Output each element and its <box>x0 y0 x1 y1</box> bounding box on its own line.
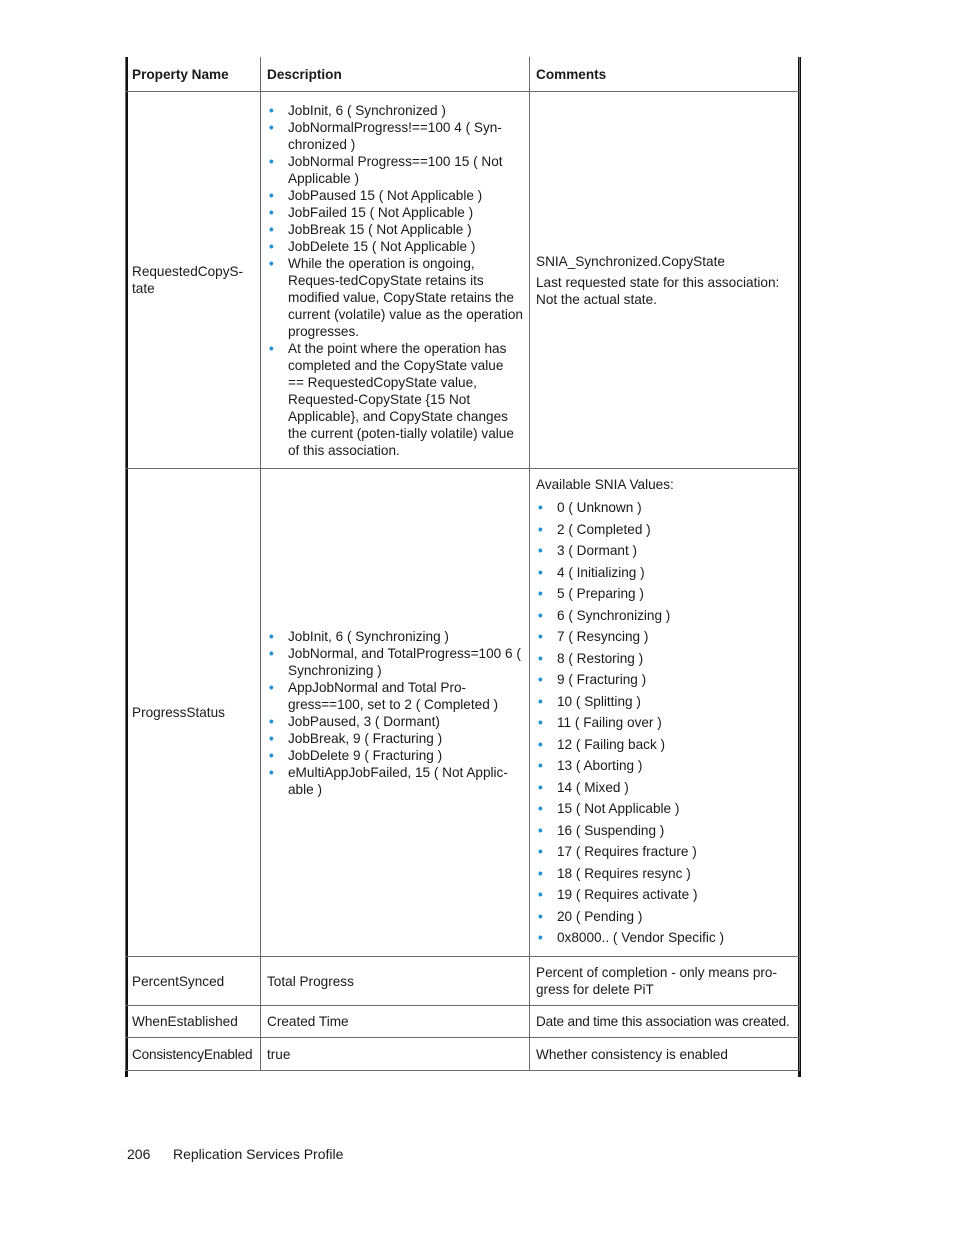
comments-cell <box>530 1006 800 1038</box>
bullet-icon: • <box>538 693 543 709</box>
section-title: Replication Services Profile <box>173 1146 344 1162</box>
list-item: • 16 ( Suspending ) <box>536 820 793 842</box>
list-item: • 9 ( Fracturing ) <box>536 669 793 691</box>
table-row-percent-synced <box>126 957 800 1006</box>
list-item: • 12 ( Failing back ) <box>536 734 793 756</box>
description-text: Total Progress <box>267 973 354 989</box>
bullet-icon: • <box>538 521 543 537</box>
description-text: true <box>267 1046 291 1062</box>
list-item: • 13 ( Aborting ) <box>536 755 793 777</box>
bullet-icon: • <box>269 645 274 661</box>
list-item: • 7 ( Resyncing ) <box>536 626 793 648</box>
bullet-icon: • <box>538 564 543 580</box>
bullet-icon: • <box>538 629 543 645</box>
bullet-icon: • <box>269 204 274 220</box>
list-item: • JobNormal Progress==100 15 ( Not Applicable ) <box>269 153 503 186</box>
bullet-icon: • <box>269 255 274 271</box>
description-cell <box>261 92 530 469</box>
description-list <box>267 628 523 798</box>
property-name: PercentSynced <box>132 973 225 989</box>
bullet-icon: • <box>269 679 274 695</box>
list-item: • JobNormalProgress!==100 4 ( Syn-chronized ) <box>269 119 502 152</box>
bullet-icon: • <box>269 119 274 135</box>
comments-cell <box>530 1038 800 1071</box>
comment-line: Last requested state for this association: Not the actual state. <box>536 274 780 307</box>
bullet-icon: • <box>538 607 543 623</box>
property-name: RequestedCopyS- tate <box>132 264 244 296</box>
list-item: • 11 ( Failing over ) <box>536 712 793 734</box>
bullet-icon: • <box>538 822 543 838</box>
list-item: • 0 ( Unknown ) <box>536 497 793 519</box>
list-item: • At the point where the operation has completed and the CopyState value == RequestedCopyState value, Requested-CopyState {15 Not Applicable}, and CopyState changes the current (poten-tially volatile) value of this association. <box>269 340 514 458</box>
list-item: • eMultiAppJobFailed, 15 ( Not Applic-able ) <box>269 764 508 797</box>
list-item: • 14 ( Mixed ) <box>536 777 793 799</box>
list-item: • JobDelete 15 ( Not Applicable ) <box>269 238 476 254</box>
description-text: Created Time <box>267 1014 349 1029</box>
header-description: Description <box>261 57 530 92</box>
list-item: • 17 ( Requires fracture ) <box>536 841 793 863</box>
property-name-cell <box>126 957 261 1006</box>
property-name-cell <box>126 92 261 469</box>
bullet-icon: • <box>538 844 543 860</box>
bullet-icon: • <box>269 764 274 780</box>
table-row-progress-status <box>126 469 800 957</box>
description-cell <box>261 957 530 1006</box>
list-item: • 20 ( Pending ) <box>536 906 793 928</box>
list-item: • While the operation is ongoing, Reques-tedCopyState retains its modified value, CopyState retains the current (volatile) value as the operation progresses. <box>269 255 523 339</box>
comment-intro: Available SNIA Values: <box>536 477 674 493</box>
property-name-cell <box>126 1006 261 1038</box>
comment-text: Date and time this association was created. <box>536 1014 790 1029</box>
list-item: • 3 ( Dormant ) <box>536 540 793 562</box>
comment-line: SNIA_Synchronized.CopyState <box>536 253 725 269</box>
comments-cell <box>530 469 800 957</box>
list-item: • 2 ( Completed ) <box>536 519 793 541</box>
description-cell <box>261 469 530 957</box>
list-item: • AppJobNormal and Total Pro-gress==100, set to 2 ( Completed ) <box>269 679 499 712</box>
bullet-icon: • <box>269 730 274 746</box>
bullet-icon: • <box>269 187 274 203</box>
bullet-icon: • <box>538 758 543 774</box>
comment-text: Percent of completion - only means pro-gress for delete PiT <box>536 965 778 997</box>
bullet-icon: • <box>538 887 543 903</box>
bullet-icon: • <box>269 221 274 237</box>
page-footer <box>127 1145 343 1163</box>
bullet-icon: • <box>269 340 274 356</box>
description-cell <box>261 1038 530 1071</box>
bullet-icon: • <box>538 543 543 559</box>
property-name-cell <box>126 1038 261 1071</box>
bullet-icon: • <box>269 102 274 118</box>
table-header-row <box>126 57 800 92</box>
bullet-icon: • <box>538 500 543 516</box>
list-item: • JobInit, 6 ( Synchronized ) <box>269 102 446 118</box>
bullet-icon: • <box>538 672 543 688</box>
list-item: • JobInit, 6 ( Synchronizing ) <box>269 628 449 644</box>
list-item: • JobBreak, 9 ( Fracturing ) <box>269 730 443 746</box>
bullet-icon: • <box>538 865 543 881</box>
bullet-icon: • <box>538 779 543 795</box>
list-item: • JobPaused, 3 ( Dormant) <box>269 713 440 729</box>
bullet-icon: • <box>538 908 543 924</box>
list-item: • 5 ( Preparing ) <box>536 583 793 605</box>
list-item: • 6 ( Synchronizing ) <box>536 605 793 627</box>
list-item: • JobBreak 15 ( Not Applicable ) <box>269 221 472 237</box>
bullet-icon: • <box>538 736 543 752</box>
list-item: • 0x8000.. ( Vendor Specific ) <box>536 927 793 949</box>
page-number: 206 <box>127 1146 151 1162</box>
comment-text: Whether consistency is enabled <box>536 1046 728 1062</box>
property-name: ConsistencyEnabled <box>132 1046 253 1062</box>
bullet-icon: • <box>538 650 543 666</box>
bullet-icon: • <box>538 715 543 731</box>
list-item: • 18 ( Requires resync ) <box>536 863 793 885</box>
table-row-consistency-enabled <box>126 1038 800 1071</box>
list-item: • JobNormal, and TotalProgress=100 6 ( Synchronizing ) <box>269 645 521 678</box>
description-cell <box>261 1006 530 1038</box>
list-item: • JobDelete 9 ( Fracturing ) <box>269 747 443 763</box>
snia-values-list <box>536 497 793 949</box>
bullet-icon: • <box>269 628 274 644</box>
description-list <box>267 102 523 459</box>
property-name-cell <box>126 469 261 957</box>
bullet-icon: • <box>538 930 543 946</box>
header-comments: Comments <box>530 57 800 92</box>
bullet-icon: • <box>269 713 274 729</box>
bullet-icon: • <box>269 238 274 254</box>
header-property-name: Property Name <box>126 57 261 92</box>
comments-cell <box>530 957 800 1006</box>
table-row-requested-copy-state <box>126 92 800 469</box>
bullet-icon: • <box>269 153 274 169</box>
list-item: • 4 ( Initializing ) <box>536 562 793 584</box>
bullet-icon: • <box>538 801 543 817</box>
comments-cell <box>530 92 800 469</box>
bullet-icon: • <box>538 586 543 602</box>
list-item: • JobFailed 15 ( Not Applicable ) <box>269 204 474 220</box>
list-item: • 15 ( Not Applicable ) <box>536 798 793 820</box>
list-item: • 10 ( Splitting ) <box>536 691 793 713</box>
property-name: WhenEstablished <box>132 1014 238 1029</box>
list-item: • 8 ( Restoring ) <box>536 648 793 670</box>
list-item: • 19 ( Requires activate ) <box>536 884 793 906</box>
list-item: • JobPaused 15 ( Not Applicable ) <box>269 187 483 203</box>
property-name: ProgressStatus <box>132 705 225 720</box>
table-row-when-established <box>126 1006 800 1038</box>
property-table <box>125 57 802 1071</box>
bullet-icon: • <box>269 747 274 763</box>
